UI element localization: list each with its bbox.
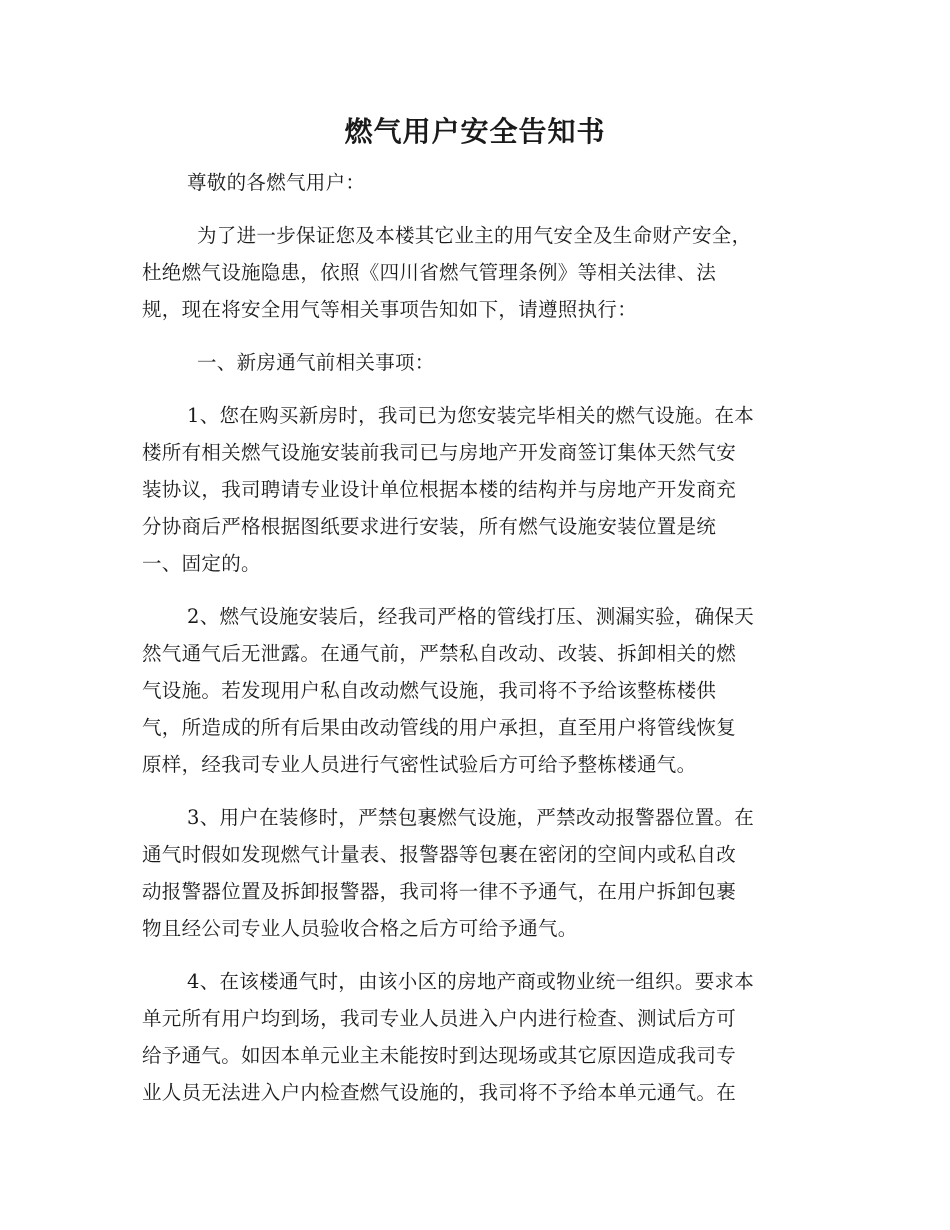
paragraph-line: 楼所有相关燃气设施安装前我司已与房地产开发商签订集体天然气安 xyxy=(142,441,737,464)
paragraph-line: 业人员无法进入户内检查燃气设施的，我司将不予给本单元通气。在 xyxy=(142,1081,737,1104)
paragraph-line: 动报警器位置及拆卸报警器，我司将一律不予通气，在用户拆卸包裹 xyxy=(142,880,737,903)
paragraph-line: 1、您在购买新房时，我司已为您安装完毕相关的燃气设施。在本 xyxy=(187,404,755,427)
paragraph-line: 单元所有用户均到场，我司专业人员进入户内进行检查、测试后方可 xyxy=(142,1007,737,1030)
paragraph-line: 然气通气后无泄露。在通气前，严禁私自改动、改装、拆卸相关的燃 xyxy=(142,642,737,665)
intro-line: 规，现在将安全用气等相关事项告知如下，请遵照执行： xyxy=(142,298,638,321)
paragraph-line: 分协商后严格根据图纸要求进行安装，所有燃气设施安装位置是统 xyxy=(142,515,717,538)
salutation: 尊敬的各燃气用户： xyxy=(187,171,366,194)
paragraph-line: 原样，经我司专业人员进行气密性试验后方可给予整栋楼通气。 xyxy=(142,753,697,776)
paragraph-line: 一、固定的。 xyxy=(142,552,261,575)
paragraph-line: 装协议，我司聘请专业设计单位根据本楼的结构并与房地产开发商充 xyxy=(142,478,737,501)
intro-line: 杜绝燃气设施隐患，依照《四川省燃气管理条例》等相关法律、法 xyxy=(142,261,717,284)
paragraph-line: 通气时假如发现燃气计量表、报警器等包裹在密闭的空间内或私自改 xyxy=(142,843,737,866)
paragraph-line: 气，所造成的所有后果由改动管线的用户承担，直至用户将管线恢复 xyxy=(142,716,737,739)
paragraph-line: 物且经公司专业人员验收合格之后方可给予通气。 xyxy=(142,917,578,940)
section-heading: 一、新房通气前相关事项： xyxy=(197,351,435,374)
paragraph-line: 4、在该楼通气时，由该小区的房地产商或物业统一组织。要求本 xyxy=(187,970,755,993)
intro-line: 为了进一步保证您及本楼其它业主的用气安全及生命财产安全， xyxy=(197,224,752,247)
paragraph-line: 3、用户在装修时，严禁包裹燃气设施，严禁改动报警器位置。在 xyxy=(187,806,755,829)
paragraph-line: 气设施。若发现用户私自改动燃气设施，我司将不予给该整栋楼供 xyxy=(142,679,717,702)
document-title: 燃气用户安全告知书 xyxy=(344,115,606,148)
paragraph-line: 2、燃气设施安装后，经我司严格的管线打压、测漏实验，确保天 xyxy=(187,605,755,628)
paragraph-line: 给予通气。如因本单元业主未能按时到达现场或其它原因造成我司专 xyxy=(142,1044,737,1067)
